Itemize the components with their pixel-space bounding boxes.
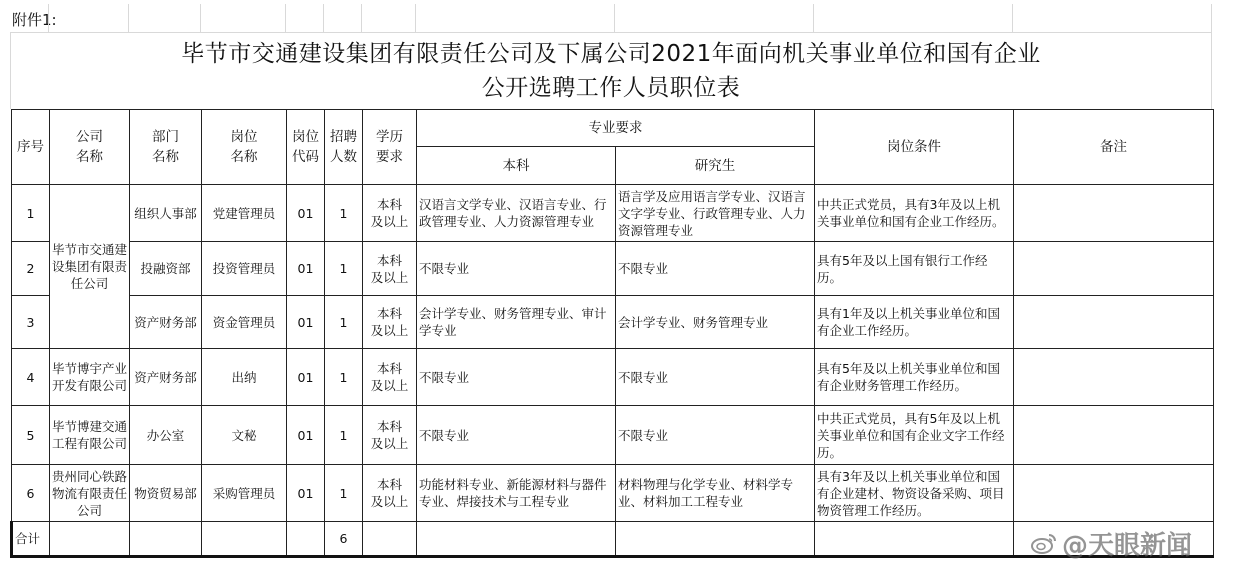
cell-seq: 3 — [12, 296, 50, 349]
cell-remark — [1014, 406, 1214, 465]
cell-post: 投资管理员 — [202, 242, 287, 296]
grid-line — [128, 4, 129, 32]
cell-code: 01 — [287, 349, 325, 406]
cell-empty — [202, 522, 287, 557]
grid-line — [48, 4, 49, 32]
cell-code: 01 — [287, 296, 325, 349]
header-row-1 — [12, 110, 1214, 147]
cell-dept: 资产财务部 — [130, 349, 202, 406]
attachment-label: 附件1: — [12, 11, 57, 29]
cell-empty — [616, 522, 815, 557]
table-row — [12, 185, 1214, 242]
cell-post: 资金管理员 — [202, 296, 287, 349]
header-grad: 研究生 — [616, 147, 815, 185]
cell-grad: 不限专业 — [616, 242, 815, 296]
cell-dept: 办公室 — [130, 406, 202, 465]
cell-seq: 2 — [12, 242, 50, 296]
cell-count: 1 — [325, 465, 363, 522]
cell-undergrad: 会计学专业、财务管理专业、审计学专业 — [417, 296, 616, 349]
cell-condition: 中共正式党员，具有5年及以上机关事业单位和国有企业文字工作经历。 — [815, 406, 1014, 465]
cell-dept: 物资贸易部 — [130, 465, 202, 522]
cell-edu: 本科 及以上 — [363, 296, 417, 349]
cell-condition: 具有1年及以上机关事业单位和国有企业工作经历。 — [815, 296, 1014, 349]
table-row — [12, 406, 1214, 465]
title-line-1: 毕节市交通建设集团有限责任公司及下属公司2021年面向机关事业单位和国有企业 — [181, 41, 1041, 67]
cell-condition: 中共正式党员，具有3年及以上机关事业单位和国有企业工作经历。 — [815, 185, 1014, 242]
cell-condition: 具有5年及以上机关事业单位和国有企业财务管理工作经历。 — [815, 349, 1014, 406]
header-undergrad: 本科 — [417, 147, 616, 185]
grid-line — [323, 4, 324, 32]
cell-undergrad: 不限专业 — [417, 242, 616, 296]
cell-company: 贵州同心铁路物流有限责任公司 — [50, 465, 130, 522]
cell-count: 1 — [325, 349, 363, 406]
cell-post: 党建管理员 — [202, 185, 287, 242]
header-remark: 备注 — [1014, 110, 1214, 185]
header-post: 岗位 名称 — [202, 110, 287, 185]
cell-empty — [287, 522, 325, 557]
table-row — [12, 296, 1214, 349]
grid-line — [361, 4, 362, 32]
cell-condition: 具有3年及以上机关事业单位和国有企业建材、物资设备采购、项目物资管理工作经历。 — [815, 465, 1014, 522]
cell-remark — [1014, 242, 1214, 296]
grid-line — [1012, 4, 1013, 32]
cell-code: 01 — [287, 185, 325, 242]
grid-line — [1211, 4, 1212, 32]
table-title — [10, 33, 1212, 109]
title-line-2: 公开选聘工作人员职位表 — [481, 75, 741, 101]
cell-undergrad: 功能材料专业、新能源材料与器件专业、焊接技术与工程专业 — [417, 465, 616, 522]
cell-undergrad: 汉语言文学专业、汉语言专业、行政管理专业、人力资源管理专业 — [417, 185, 616, 242]
cell-dept: 组织人事部 — [130, 185, 202, 242]
cell-undergrad: 不限专业 — [417, 406, 616, 465]
weibo-icon — [1030, 531, 1058, 555]
cell-grad: 不限专业 — [616, 349, 815, 406]
cell-empty — [417, 522, 616, 557]
cell-dept: 投融资部 — [130, 242, 202, 296]
cell-empty — [363, 522, 417, 557]
cell-condition: 具有5年及以上国有银行工作经历。 — [815, 242, 1014, 296]
grid-line — [200, 4, 201, 32]
header-edu: 学历 要求 — [363, 110, 417, 185]
cell-grad: 语言学及应用语言学专业、汉语言文字学专业、行政管理专业、人力资源管理专业 — [616, 185, 815, 242]
header-condition: 岗位条件 — [815, 110, 1014, 185]
attachment-row — [10, 4, 1212, 33]
table-row — [12, 349, 1214, 406]
cell-remark — [1014, 349, 1214, 406]
header-count: 招聘 人数 — [325, 110, 363, 185]
cell-count: 1 — [325, 406, 363, 465]
cell-company: 毕节市交通建设集团有限责任公司 — [50, 185, 130, 349]
spreadsheet — [10, 4, 1212, 558]
cell-remark — [1014, 296, 1214, 349]
grid-line — [813, 4, 814, 32]
header-company: 公司 名称 — [50, 110, 130, 185]
cell-remark — [1014, 465, 1214, 522]
cell-edu: 本科 及以上 — [363, 185, 417, 242]
grid-line — [614, 4, 615, 32]
cell-grad: 不限专业 — [616, 406, 815, 465]
cell-empty — [815, 522, 1014, 557]
cell-edu: 本科 及以上 — [363, 242, 417, 296]
cell-post: 出纳 — [202, 349, 287, 406]
cell-company: 毕节博宇产业开发有限公司 — [50, 349, 130, 406]
cell-edu: 本科 及以上 — [363, 465, 417, 522]
watermark-text: @天眼新闻 — [1062, 530, 1193, 561]
total-count: 6 — [325, 522, 363, 557]
cell-grad: 材料物理与化学专业、材料学专业、材料加工工程专业 — [616, 465, 815, 522]
position-table — [10, 109, 1214, 558]
table-row — [12, 242, 1214, 296]
header-seq: 序号 — [12, 110, 50, 185]
header-major: 专业要求 — [417, 110, 815, 147]
grid-line — [415, 4, 416, 32]
cell-code: 01 — [287, 406, 325, 465]
cell-post: 采购管理员 — [202, 465, 287, 522]
cell-edu: 本科 及以上 — [363, 349, 417, 406]
weibo-watermark — [1030, 526, 1192, 560]
cell-count: 1 — [325, 296, 363, 349]
cell-count: 1 — [325, 242, 363, 296]
cell-dept: 资产财务部 — [130, 296, 202, 349]
cell-grad: 会计学专业、财务管理专业 — [616, 296, 815, 349]
cell-post: 文秘 — [202, 406, 287, 465]
cell-edu: 本科 及以上 — [363, 406, 417, 465]
cell-remark — [1014, 185, 1214, 242]
table-row — [12, 465, 1214, 522]
cell-empty — [50, 522, 130, 557]
cell-seq: 4 — [12, 349, 50, 406]
cell-empty — [130, 522, 202, 557]
header-dept: 部门 名称 — [130, 110, 202, 185]
total-label: 合计 — [12, 522, 50, 557]
cell-count: 1 — [325, 185, 363, 242]
header-code: 岗位 代码 — [287, 110, 325, 185]
cell-code: 01 — [287, 242, 325, 296]
cell-seq: 6 — [12, 465, 50, 522]
cell-company: 毕节博建交通工程有限公司 — [50, 406, 130, 465]
cell-code: 01 — [287, 465, 325, 522]
grid-line — [285, 4, 286, 32]
cell-seq: 1 — [12, 185, 50, 242]
cell-undergrad: 不限专业 — [417, 349, 616, 406]
cell-seq: 5 — [12, 406, 50, 465]
